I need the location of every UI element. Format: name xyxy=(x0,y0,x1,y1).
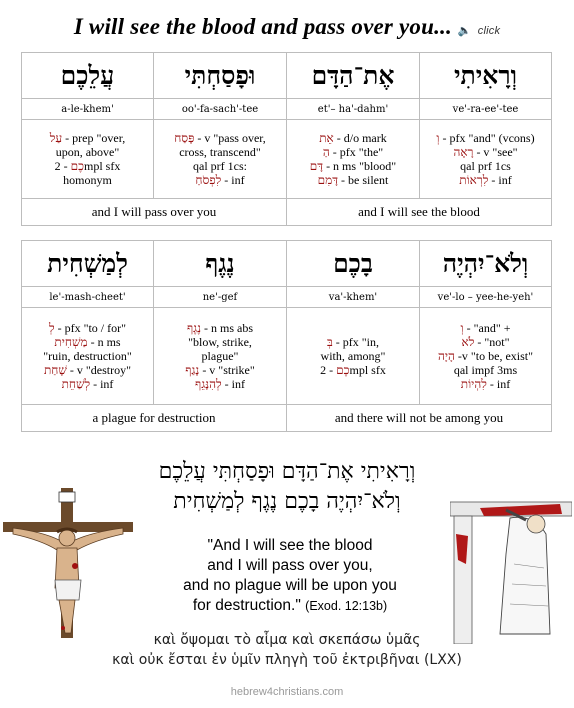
gloss-hebrew: דָּם xyxy=(309,159,324,173)
gloss-hebrew: נָגַף xyxy=(185,363,200,377)
gloss-line xyxy=(22,159,153,173)
quote-line: "And I will see the blood xyxy=(207,537,373,554)
transliteration: oo'-fa-sach'-tee xyxy=(154,99,287,120)
gloss-text: homonym xyxy=(63,173,112,187)
gloss-text: - pfx "in, xyxy=(332,335,380,349)
gloss-cell xyxy=(22,308,154,405)
gloss-line xyxy=(154,159,286,173)
gloss-hebrew: פָּסַח xyxy=(174,131,195,145)
gloss-text: "blow, strike, xyxy=(188,335,252,349)
hebrew-row xyxy=(22,53,552,99)
hebrew-word: נֶגֶף xyxy=(154,241,287,287)
gloss-text: - inf xyxy=(90,377,114,391)
transliteration: a-le-khem' xyxy=(22,99,154,120)
hebrew-word: וְרָאִיתִי xyxy=(420,53,552,99)
gloss-text: with, among" xyxy=(320,349,386,363)
gloss-text: - inf xyxy=(486,377,511,391)
gloss-text: - pfx "the" xyxy=(329,145,384,159)
crucifixion-illustration xyxy=(3,488,133,638)
gloss-line xyxy=(420,377,551,391)
gloss-line xyxy=(22,131,153,145)
gloss-hebrew: לִהְיוֹת xyxy=(460,377,487,391)
hebrew-word: אֶת־הַדָּם xyxy=(287,53,420,99)
quote-line: for destruction." xyxy=(192,597,301,614)
gloss-line xyxy=(154,131,286,145)
word-table-2 xyxy=(21,240,552,432)
gloss-text: - v "see" xyxy=(473,145,518,159)
gloss-line xyxy=(420,321,551,335)
word-table-1 xyxy=(21,52,552,226)
gloss-text: - inf xyxy=(488,173,512,187)
gloss-text: - n ms "blood" xyxy=(323,159,397,173)
gloss-hebrew: כֶם xyxy=(336,363,350,377)
translation-cell: and there will not be among you xyxy=(287,405,552,432)
english-quote xyxy=(140,536,440,616)
gloss-line xyxy=(22,321,153,335)
gloss-text: -v "to be, exist" xyxy=(454,349,534,363)
gloss-hebrew: עַל xyxy=(49,131,63,145)
gloss-text: - prep "over, xyxy=(62,131,126,145)
translation-cell: a plague for destruction xyxy=(22,405,287,432)
gloss-hebrew: לִרְאוֹת xyxy=(459,173,489,187)
gloss-text: - inf xyxy=(221,173,245,187)
gloss-text: upon, above" xyxy=(55,145,120,159)
gloss-hebrew: בְּ xyxy=(326,335,333,349)
transliteration: le'-mash-cheet' xyxy=(22,287,154,308)
gloss-hebrew: וְ xyxy=(436,131,440,145)
translit-row xyxy=(22,287,552,308)
hebrew-word: וּפָסַחְתִּי xyxy=(154,53,287,99)
gloss-line xyxy=(154,173,286,187)
gloss-hebrew: דָּמִם xyxy=(317,173,339,187)
hebrew-word: עֲלֵכֶם xyxy=(22,53,154,99)
gloss-line xyxy=(420,335,551,349)
site-footer[interactable]: hebrew4christians.com xyxy=(230,686,344,698)
gloss-line xyxy=(287,131,419,145)
transliteration: va'-khem' xyxy=(287,287,420,308)
gloss-line xyxy=(420,173,551,187)
translation-row xyxy=(22,199,552,226)
gloss-text: qal prf 1cs xyxy=(460,159,511,173)
gloss-text: - v "pass over, xyxy=(194,131,266,145)
translit-row xyxy=(22,99,552,120)
page-title xyxy=(0,14,574,40)
gloss-hebrew: הַ xyxy=(322,145,330,159)
gloss-hebrew: מַשְׁחִית xyxy=(54,335,88,349)
gloss-text: - "and" + xyxy=(463,321,511,335)
gloss-hebrew: כֶם xyxy=(70,159,84,173)
gloss-cell xyxy=(287,308,420,405)
transliteration: ve'-ra-ee'-tee xyxy=(420,99,552,120)
gloss-hebrew: רָאָה xyxy=(453,145,474,159)
gloss-line xyxy=(22,145,153,159)
gloss-line xyxy=(287,363,419,377)
gloss-hebrew: אֵת xyxy=(319,131,334,145)
gloss-line xyxy=(22,335,153,349)
gloss-hebrew: לְ xyxy=(48,321,55,335)
gloss-line xyxy=(154,335,286,349)
gloss-line xyxy=(420,131,551,145)
gloss-hebrew: וְ xyxy=(460,321,464,335)
hebrew-word: בָכֶם xyxy=(287,241,420,287)
gloss-hebrew: לְשַׁחֵת xyxy=(61,377,91,391)
audio-click-link[interactable]: click xyxy=(477,25,501,37)
greek-line-1: καὶ ὄψομαι τὸ αἷμα καὶ σκεπάσω ὑμᾶς xyxy=(153,632,421,648)
gloss-line xyxy=(22,173,153,187)
gloss-line xyxy=(420,363,551,377)
gloss-text: cross, transcend" xyxy=(179,145,261,159)
gloss-line xyxy=(154,145,286,159)
gloss-line xyxy=(420,159,551,173)
gloss-cell xyxy=(22,120,154,199)
gloss-text: - be silent xyxy=(338,173,389,187)
gloss-line xyxy=(287,335,419,349)
transliteration: ne'-gef xyxy=(154,287,287,308)
translation-cell: and I will pass over you xyxy=(22,199,287,226)
gloss-cell xyxy=(154,308,287,405)
gloss-hebrew: שָׁחַת xyxy=(43,363,67,377)
verse-reference: (Exod. 12:13b) xyxy=(305,599,388,613)
gloss-text: qal prf 1cs: xyxy=(193,159,247,173)
gloss-text: - pfx "and" (vcons) xyxy=(439,131,535,145)
gloss-hebrew: לִפְסֹחַ xyxy=(195,173,222,187)
gloss-line xyxy=(420,349,551,363)
gloss-line xyxy=(154,321,286,335)
hebrew-word: וְלֹא־יִהְיֶה xyxy=(420,241,552,287)
gloss-cell xyxy=(420,308,552,405)
gloss-cell xyxy=(287,120,420,199)
gloss-row xyxy=(22,308,552,405)
transliteration: ve'-lo – yee-he-yeh' xyxy=(420,287,552,308)
hebrew-row xyxy=(22,241,552,287)
gloss-text: - d/o mark xyxy=(333,131,387,145)
gloss-text: - 2mpl sfx xyxy=(320,363,386,377)
translation-row xyxy=(22,405,552,432)
gloss-text: - "not" xyxy=(474,335,510,349)
hebrew-word: לְמַשְׁחִית xyxy=(22,241,154,287)
gloss-hebrew: לֹא xyxy=(461,335,475,349)
gloss-hebrew: נֶגֶף xyxy=(186,321,202,335)
gloss-line xyxy=(22,349,153,363)
gloss-line xyxy=(420,145,551,159)
quote-line: and I will pass over you, xyxy=(207,557,373,574)
gloss-line xyxy=(287,173,419,187)
gloss-cell xyxy=(420,120,552,199)
gloss-text: - inf xyxy=(221,377,245,391)
gloss-line xyxy=(287,349,419,363)
greek-line-2: καὶ οὐκ ἔσται ἐν ὑμῖν πληγὴ τοῦ ἐκτριβῆναι (LXX) xyxy=(112,652,462,668)
verse-hebrew-line-1: וְרָאִיתִי אֶת־הַדָּם וּפָסַחְתִּי עֲלֵכֶם xyxy=(158,459,416,484)
gloss-text: plague" xyxy=(201,349,239,363)
verse-hebrew-line-2: וְלֹא־יִהְיֶה בָכֶם נֶגֶף לְמַשְׁחִית xyxy=(173,489,401,514)
gloss-line xyxy=(154,349,286,363)
gloss-cell xyxy=(154,120,287,199)
gloss-text: "ruin, destruction" xyxy=(43,349,132,363)
gloss-text: - v "destroy" xyxy=(66,363,132,377)
gloss-line xyxy=(22,377,153,391)
gloss-text: - pfx "to / for" xyxy=(54,321,127,335)
gloss-hebrew: הָיָה xyxy=(437,349,455,363)
title-text: I will see the blood and pass over you... xyxy=(73,14,452,39)
quote-line: and no plague will be upon you xyxy=(183,577,397,594)
translation-cell: and I will see the blood xyxy=(287,199,552,226)
gloss-line xyxy=(22,363,153,377)
gloss-line xyxy=(287,145,419,159)
gloss-line xyxy=(287,159,419,173)
gloss-line xyxy=(154,377,286,391)
transliteration: et'– ha'-dahm' xyxy=(287,99,420,120)
gloss-row xyxy=(22,120,552,199)
gloss-text: - n ms abs xyxy=(201,321,254,335)
gloss-text: - v "strike" xyxy=(199,363,255,377)
gloss-text: - n ms xyxy=(87,335,121,349)
gloss-text: - 2mpl sfx xyxy=(54,159,121,173)
gloss-line xyxy=(154,363,286,377)
gloss-text: qal impf 3ms xyxy=(453,363,518,377)
doorpost-blood-illustration xyxy=(450,494,572,644)
gloss-hebrew: לְהִנָּגֵף xyxy=(195,377,222,391)
speaker-icon[interactable]: 🔈 xyxy=(457,25,472,37)
